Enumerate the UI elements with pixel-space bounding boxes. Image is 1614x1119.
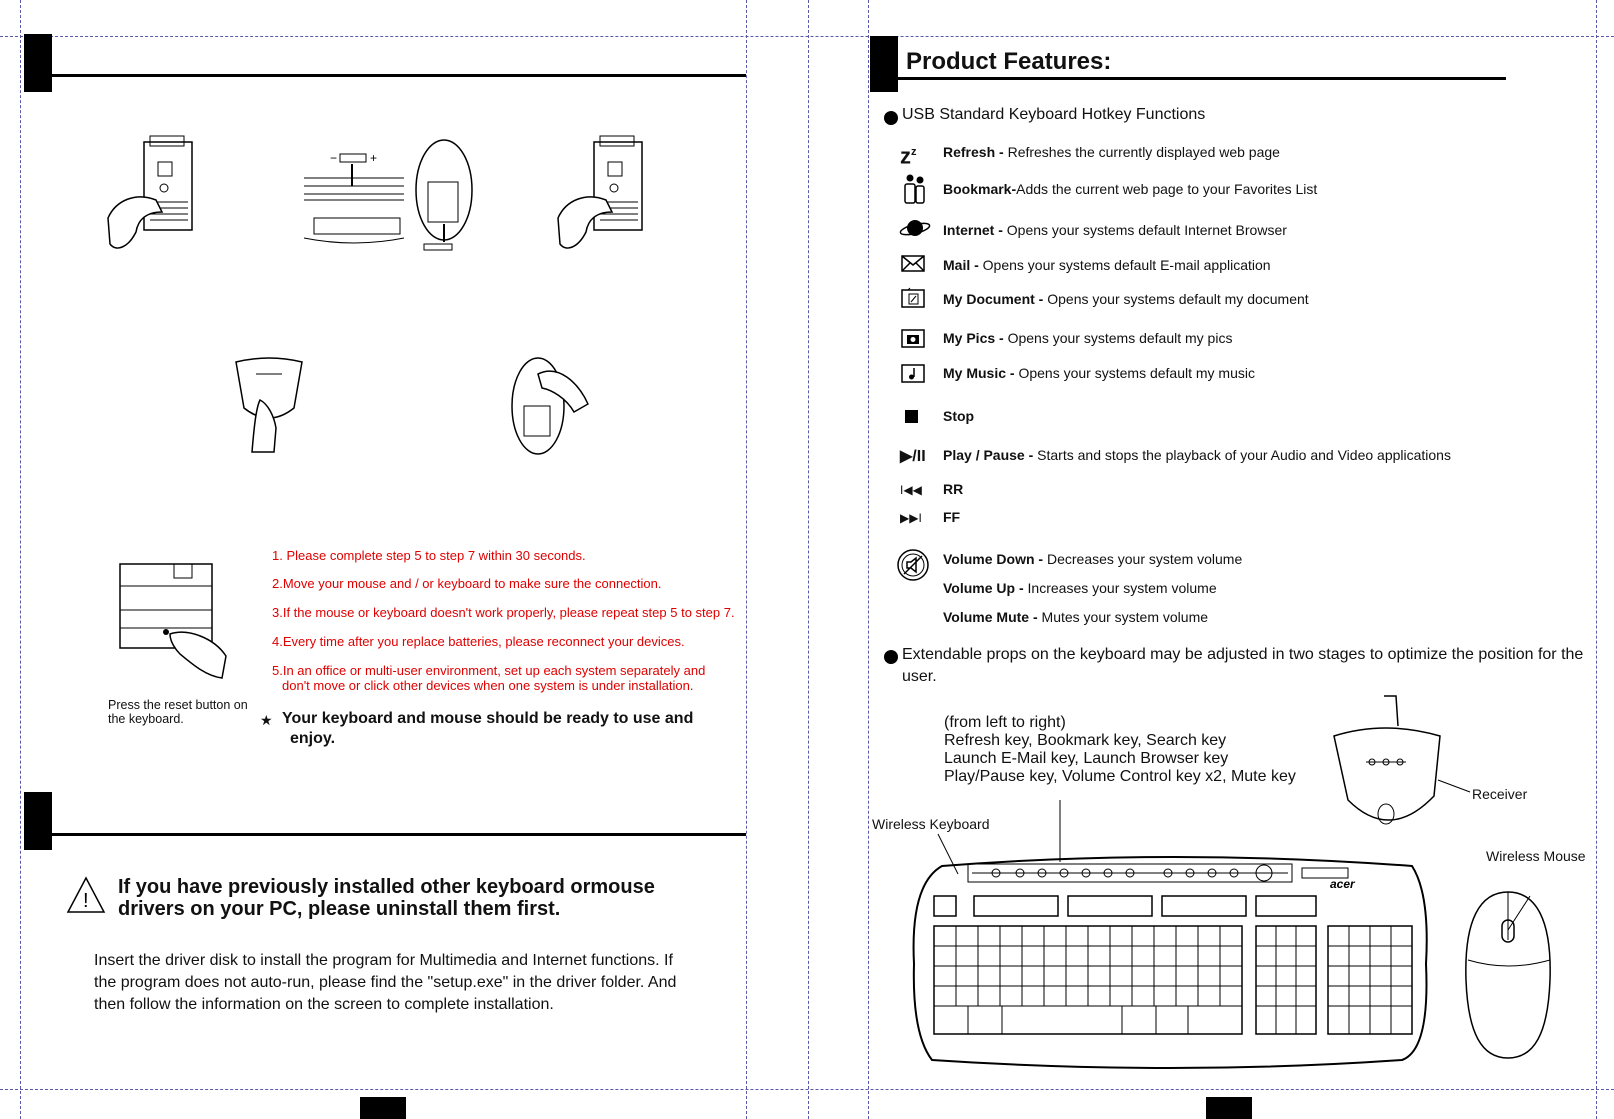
guide-line	[0, 36, 1614, 37]
install-text: the program does not auto-run, please find the "setup.exe" in the driver folder. And	[94, 974, 677, 991]
guide-line	[808, 0, 809, 1119]
warning-text: If you have previously installed other keyboard ormouse	[118, 876, 655, 898]
section-tab	[24, 792, 52, 850]
bullet-icon	[884, 111, 898, 125]
install-text: Insert the driver disk to install the program for Multimedia and Internet functions. If	[94, 952, 673, 969]
note-line: 2.Move your mouse and / or keyboard to make sure the connection.	[272, 576, 662, 591]
section-tab	[24, 34, 52, 92]
keys-caption: (from left to right)	[944, 714, 1066, 731]
keyboard-illustration	[912, 854, 1430, 1066]
feature-refresh: Refresh - Refreshes the currently displayed web page	[943, 144, 1280, 160]
document-icon	[900, 287, 928, 311]
svg-text:!: !	[83, 890, 89, 912]
page-title: Product Features:	[906, 48, 1112, 75]
props-text: Extendable props on the keyboard may be adjusted in two stages to optimize the position for the	[902, 646, 1584, 663]
illustration-keyboard-reset	[118, 564, 230, 682]
star-icon: ★	[260, 712, 273, 728]
feature-volume-down: Volume Down - Decreases your system volume	[943, 551, 1243, 567]
section-rule	[52, 74, 746, 77]
install-text: then follow the information on the screen to complete installation.	[94, 996, 554, 1013]
warning-icon	[66, 876, 106, 914]
svg-text:−: −	[330, 151, 338, 165]
feature-volume-mute: Volume Mute - Mutes your system volume	[943, 609, 1209, 625]
warning-text: drivers on your PC, please uninstall them first.	[118, 898, 561, 920]
illustration-receiver-reset	[234, 358, 304, 468]
play-pause-icon: ▶/II	[900, 448, 926, 465]
fast-forward-icon: ▶▶I	[900, 511, 922, 525]
brand-logo: acer	[1330, 877, 1355, 891]
feature-volume-up: Volume Up - Increases your system volume	[943, 580, 1217, 596]
feature-rr: RR	[943, 481, 964, 497]
feature-stop: Stop	[943, 408, 975, 424]
note-line: don't move or click other devices when one system is under installation.	[282, 678, 694, 693]
feature-my-document: My Document - Opens your systems default my document	[943, 291, 1309, 307]
section-rule	[898, 77, 1506, 80]
sleep-icon: $z^z$	[900, 143, 917, 169]
note-line: 5.In an office or multi-user environment, set up each system separately and	[272, 663, 706, 678]
camera-icon	[900, 327, 928, 351]
mail-icon	[900, 254, 928, 278]
keys-caption: Launch E-Mail key, Launch Browser key	[944, 750, 1229, 767]
note-line: 1. Please complete step 5 to step 7 within 30 seconds.	[272, 548, 586, 563]
feature-my-pics: My Pics - Opens your systems default my pics	[943, 330, 1233, 346]
illustration-mouse-reset	[508, 354, 592, 458]
note-line: 3.If the mouse or keyboard doesn't work properly, please repeat step 5 to step 7.	[272, 605, 735, 620]
reset-caption: the keyboard.	[108, 712, 184, 726]
receiver-illustration	[1330, 696, 1500, 846]
volume-icon	[896, 548, 924, 572]
feature-play-pause: Play / Pause - Starts and stops the playback of your Audio and Video applications	[943, 447, 1451, 463]
guide-line	[868, 0, 869, 1119]
ready-text: enjoy.	[290, 730, 336, 747]
section-tab	[870, 36, 898, 92]
feature-bookmark: Bookmark-Adds the current web page to your Favorites List	[943, 181, 1318, 197]
props-text: user.	[902, 668, 937, 685]
illustration-keyboard-power	[556, 136, 666, 254]
bullet-icon	[884, 650, 898, 664]
keys-caption: Refresh key, Bookmark key, Search key	[944, 732, 1227, 749]
label-wireless-keyboard: Wireless Keyboard	[872, 816, 990, 832]
stop-icon	[905, 410, 918, 423]
guide-line	[1596, 0, 1597, 1119]
globe-icon	[900, 216, 928, 240]
illustration-keyboard-power	[106, 136, 216, 254]
keys-caption: Play/Pause key, Volume Control key x2, Mute key	[944, 768, 1296, 785]
label-receiver: Receiver	[1472, 786, 1528, 802]
feature-mail: Mail - Opens your systems default E-mail application	[943, 257, 1271, 273]
note-line: 4.Every time after you replace batteries, please reconnect your devices.	[272, 634, 685, 649]
feature-ff: FF	[943, 509, 961, 525]
bookmark-icon	[900, 174, 928, 198]
page-number-block	[360, 1097, 406, 1119]
hotkey-heading: USB Standard Keyboard Hotkey Functions	[902, 106, 1206, 123]
mouse-illustration	[1464, 890, 1554, 1060]
music-icon	[900, 362, 928, 386]
page-number-block	[1206, 1097, 1252, 1119]
section-rule	[52, 833, 746, 836]
feature-my-music: My Music - Opens your systems default my music	[943, 365, 1255, 381]
guide-line	[746, 0, 747, 1119]
rewind-icon: I◀◀	[900, 483, 922, 497]
ready-text: Your keyboard and mouse should be ready to use and	[282, 710, 694, 727]
label-wireless-mouse: Wireless Mouse	[1486, 848, 1586, 864]
illustration-battery-insert	[304, 138, 482, 256]
guide-line	[0, 1089, 1614, 1090]
reset-caption: Press the reset button on	[108, 698, 248, 712]
guide-line	[20, 0, 21, 1119]
svg-text:+: +	[370, 151, 378, 165]
feature-internet: Internet - Opens your systems default Internet Browser	[943, 222, 1287, 238]
